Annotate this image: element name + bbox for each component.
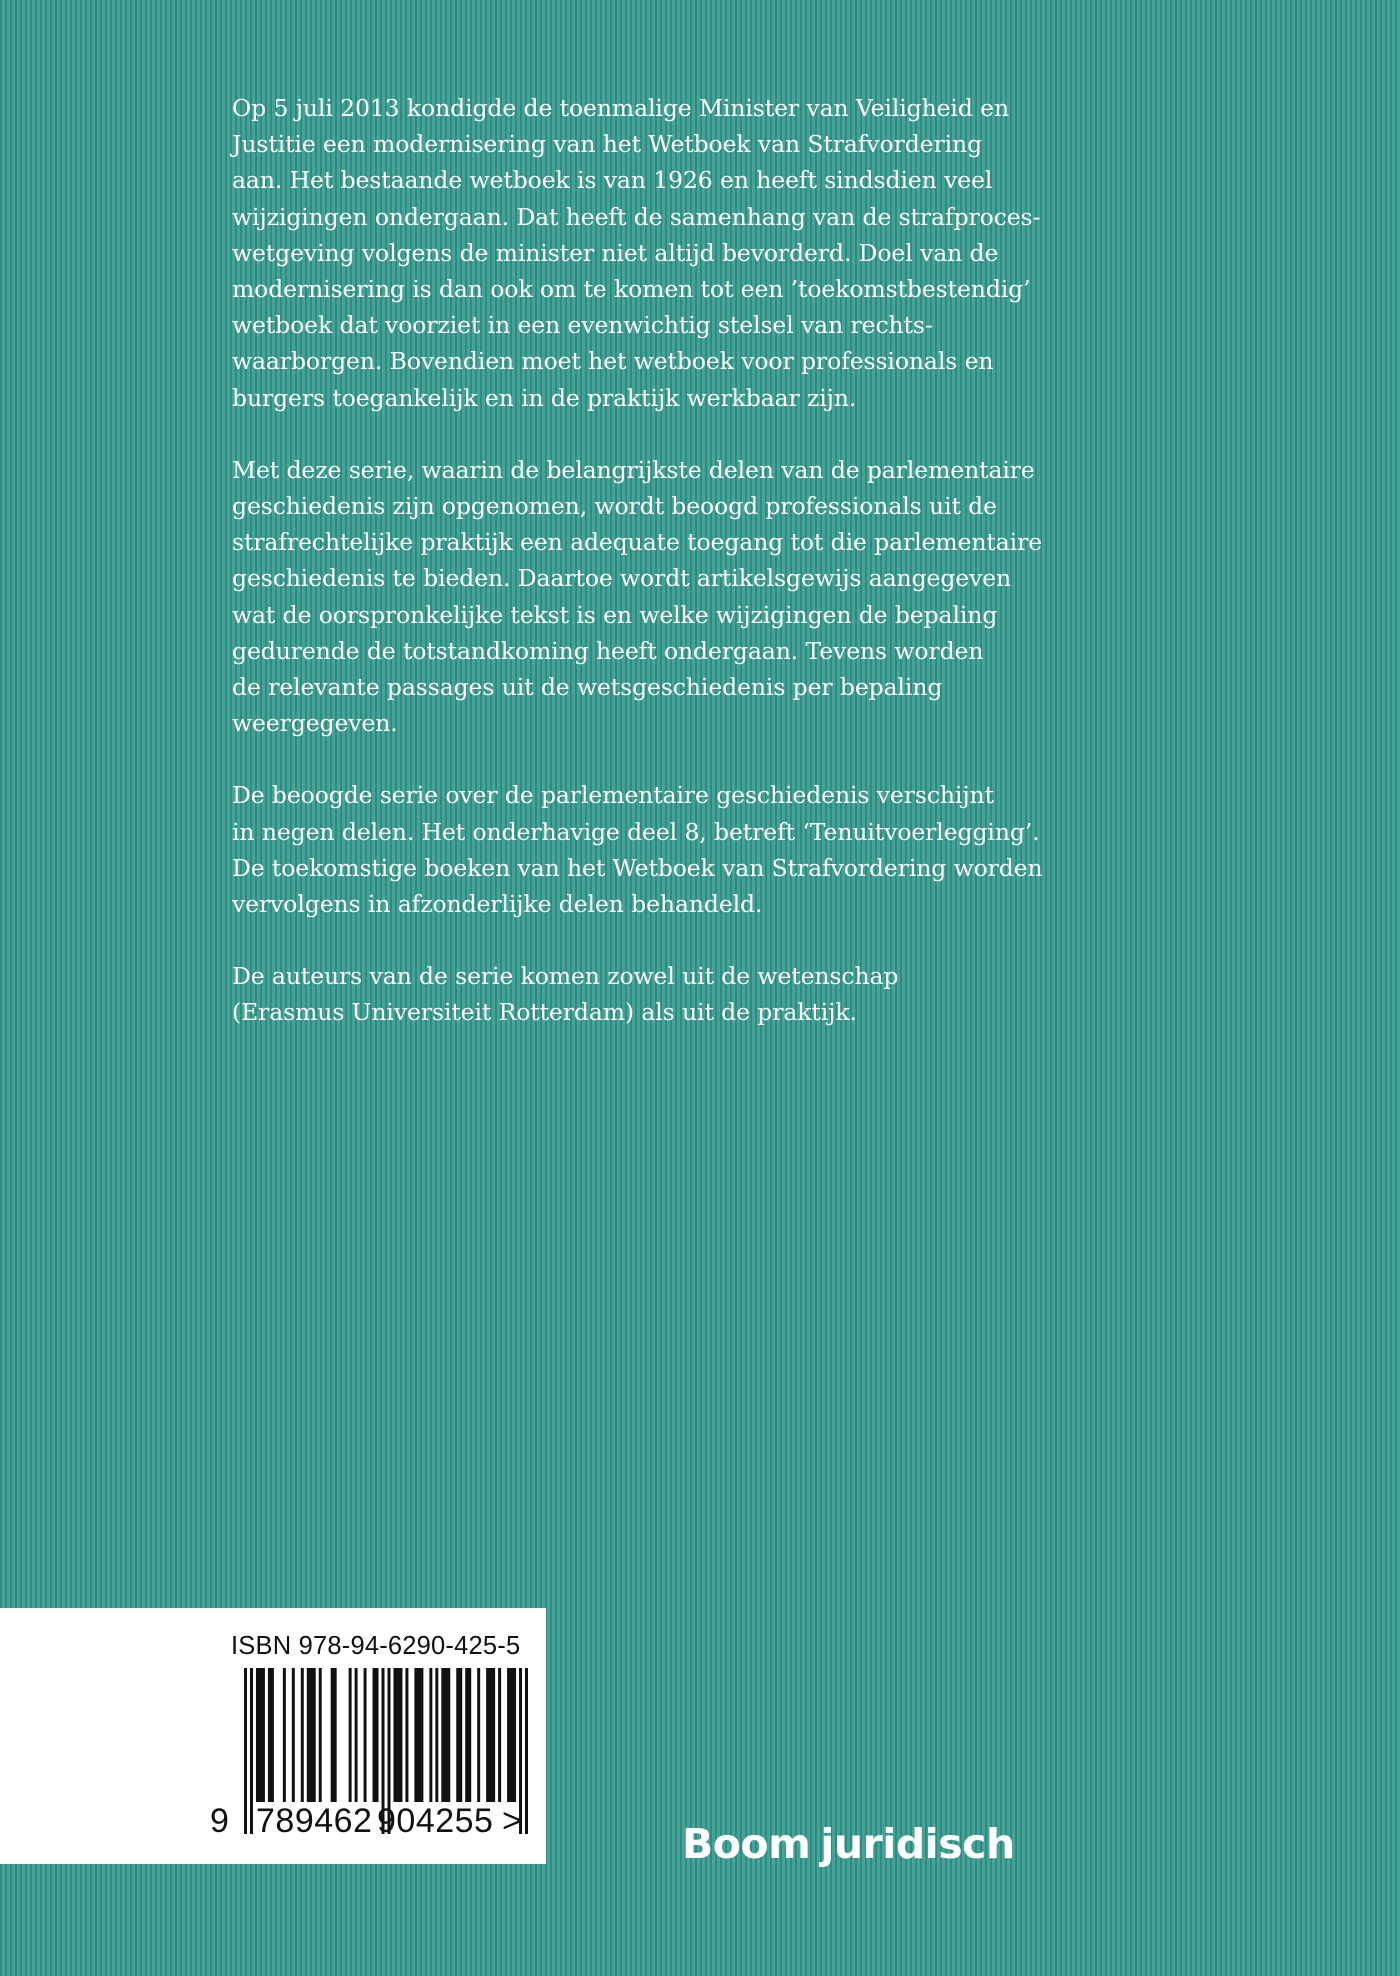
blurb-line: De auteurs van de serie komen zowel uit de wetenschap [232, 962, 899, 991]
barcode-bar [477, 1668, 480, 1802]
barcode-guard-bar [244, 1668, 247, 1834]
blurb-line: in negen delen. Het onderhavige deel 8, betreft ‘Tenuitvoerlegging’. [232, 817, 1040, 846]
barcode-bar [486, 1668, 495, 1802]
barcode-bar [498, 1668, 501, 1802]
isbn-label: ISBN 978-94-6290-425-5 [231, 1632, 521, 1660]
barcode-bar [319, 1668, 322, 1802]
barcode-bar [465, 1668, 471, 1802]
back-cover-blurb [232, 90, 1112, 1067]
ean-left-digits: 789462 [256, 1802, 373, 1840]
barcode-bar [256, 1668, 265, 1802]
barcode-bar [507, 1668, 516, 1802]
barcode-guard-bar [250, 1668, 253, 1834]
blurb-paragraph-3 [232, 777, 1112, 922]
publisher-logo [682, 1820, 1015, 1868]
barcode-bar [429, 1668, 432, 1802]
blurb-line: De beoogde serie over de parlementaire geschiedenis verschijnt [232, 781, 994, 810]
blurb-line: wijzigingen ondergaan. Dat heeft de samenhang van de strafproces- [232, 202, 1041, 231]
blurb-line: geschiedenis te bieden. Daartoe wordt artikelsgewijs aangegeven [232, 564, 1012, 593]
blurb-line: Justitie een modernisering van het Wetboek van Strafvordering [232, 130, 983, 159]
barcode-bar [292, 1668, 295, 1802]
barcode-bar [405, 1668, 408, 1802]
publisher-logo-part-1: Boom [682, 1820, 811, 1868]
blurb-line: geschiedenis zijn opgenomen, wordt beoogd professionals uit de [232, 492, 997, 521]
blurb-line: modernisering is dan ook om te komen tot een ’toekomstbestendig’ [232, 275, 1031, 304]
barcode-bar [364, 1668, 367, 1802]
barcode-bar [441, 1668, 450, 1802]
blurb-line: de relevante passages uit de wetsgeschiedenis per bepaling [232, 673, 943, 702]
barcode-guard-bar [525, 1668, 528, 1834]
blurb-line: (Erasmus Universiteit Rotterdam) als uit de praktijk. [232, 998, 857, 1027]
barcode-bar [268, 1668, 274, 1802]
blurb-line: Op 5 juli 2013 kondigde de toenmalige Minister van Veiligheid en [232, 94, 1010, 122]
barcode-bar [331, 1668, 337, 1802]
blurb-paragraph-2 [232, 452, 1112, 742]
blurb-line: wat de oorspronkelijke tekst is en welke wijzigingen de bepaling [232, 600, 998, 629]
blurb-line: De toekomstige boeken van het Wetboek van Strafvordering worden [232, 853, 1043, 882]
barcode-bar [283, 1668, 286, 1802]
barcode-bar [355, 1668, 358, 1802]
blurb-line: wetboek dat voorziet in een evenwichtig stelsel van rechts- [232, 311, 933, 340]
blurb-line: wetgeving volgens de minister niet altijd bevorderd. Doel van de [232, 238, 999, 267]
barcode-bar [435, 1668, 438, 1802]
blurb-paragraph-4 [232, 958, 1112, 1030]
blurb-line: gedurende de totstandkoming heeft ondergaan. Tevens worden [232, 636, 984, 665]
barcode-bar [349, 1668, 352, 1802]
blurb-line: Met deze serie, waarin de belangrijkste delen van de parlementaire [232, 455, 1035, 484]
publisher-logo-part-2: juridisch [820, 1820, 1015, 1868]
barcode-bar [373, 1668, 379, 1802]
barcode-bar [414, 1668, 423, 1802]
blurb-line: burgers toegankelijk en in de praktijk werkbaar zijn. [232, 383, 857, 412]
barcode-bar [307, 1668, 316, 1802]
blurb-line: waarborgen. Bovendien moet het wetboek voor professionals en [232, 347, 994, 376]
blurb-line: aan. Het bestaande wetboek is van 1926 en heeft sindsdien veel [232, 166, 993, 195]
blurb-line: vervolgens in afzonderlijke delen behandeld. [232, 890, 763, 919]
blurb-line: weergegeven. [232, 709, 398, 738]
blurb-line: strafrechtelijke praktijk een adequate toegang tot die parlementaire [232, 528, 1043, 557]
ean-right-digits: 904255 [377, 1802, 494, 1840]
barcode-bar [456, 1668, 462, 1802]
quiet-zone-marker: > [502, 1802, 522, 1840]
blurb-paragraph-1 [232, 90, 1112, 416]
barcode-bar [393, 1668, 402, 1802]
isbn-barcode-panel [0, 1608, 546, 1864]
ean-lead-digit: 9 [210, 1802, 229, 1840]
barcode-bar [301, 1668, 304, 1802]
